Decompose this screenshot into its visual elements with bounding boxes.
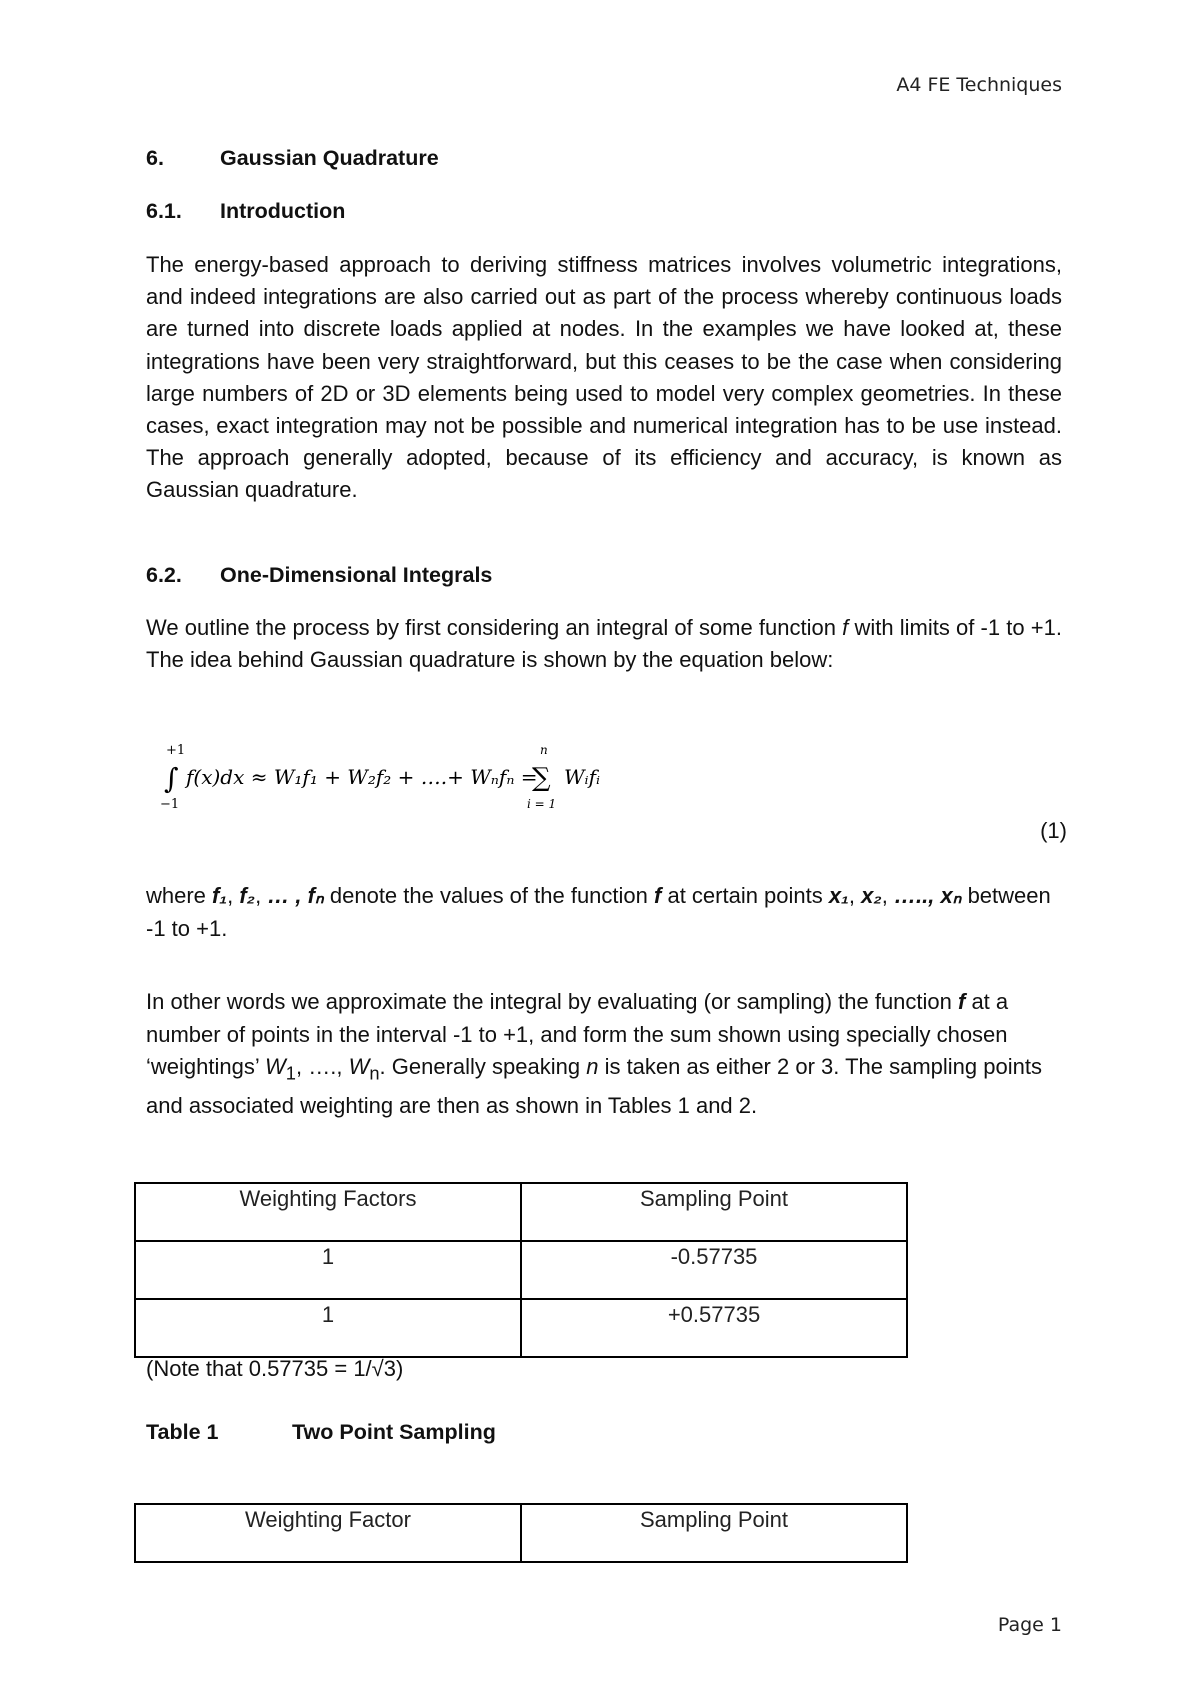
table-three-point-sampling xyxy=(134,1503,908,1563)
table-cell: 1 xyxy=(135,1299,521,1357)
x1-symbol: x₁ xyxy=(828,883,849,908)
heading-6-2 xyxy=(146,563,492,588)
heading-number: 6.2. xyxy=(146,563,182,587)
heading-number: 6. xyxy=(146,146,164,170)
sum-upper-limit: n xyxy=(540,743,548,757)
table-header-cell: Sampling Point xyxy=(521,1504,907,1562)
text: We outline the process by first considering an integral of some function xyxy=(146,615,843,640)
n-symbol: n xyxy=(586,1054,599,1079)
wn-subscript: n xyxy=(369,1062,380,1084)
x-dots: ….., xyxy=(893,883,935,908)
text: denote the values of the function xyxy=(323,883,655,908)
table-cell: +0.57735 xyxy=(521,1299,907,1357)
caption-title: Two Point Sampling xyxy=(292,1420,496,1444)
text: In other words we approximate the integral by evaluating (or sampling) the function xyxy=(146,989,958,1014)
oned-paragraph xyxy=(146,612,1062,676)
f-symbol: f xyxy=(958,989,966,1014)
x2-symbol: x₂ xyxy=(861,883,882,908)
sum-term: Wᵢfᵢ xyxy=(564,765,601,789)
table-header-row xyxy=(135,1504,907,1562)
summation-sign: ∑ xyxy=(532,763,551,793)
w1-subscript: 1 xyxy=(285,1062,296,1084)
text: at certain points xyxy=(661,883,829,908)
heading-title: Gaussian Quadrature xyxy=(220,146,439,170)
heading-6 xyxy=(146,146,439,171)
text: with limits of -1 to +1. The idea behind Gaussian quadrature is shown by the equation below: xyxy=(146,615,1063,673)
equation-number: (1) xyxy=(1040,818,1067,843)
function-symbol: f xyxy=(842,615,849,640)
table-cell: 1 xyxy=(135,1241,521,1299)
table-row xyxy=(135,1299,907,1357)
page-footer: Page 1 xyxy=(997,1614,1062,1636)
heading-title: Introduction xyxy=(220,199,346,223)
text: . Generally speaking xyxy=(379,1054,587,1079)
table-row xyxy=(135,1241,907,1299)
w1-symbol: W xyxy=(265,1054,286,1079)
text: , …., xyxy=(296,1054,349,1079)
integral-upper-limit: +1 xyxy=(166,743,186,758)
table-header-row xyxy=(135,1183,907,1241)
text: is taken as either 2 or 3. The sampling points and associated weighting are then as shown in Tables 1 and 2. xyxy=(146,1054,1042,1118)
integral-sign: ∫ xyxy=(164,762,179,795)
text: between -1 to +1. xyxy=(146,883,1051,941)
heading-title: One-Dimensional Integrals xyxy=(220,563,493,587)
table-two-point-sampling xyxy=(134,1182,908,1358)
fn-symbol: fₙ xyxy=(307,883,324,908)
caption-label: Table 1 xyxy=(146,1420,219,1444)
table-caption xyxy=(146,1420,496,1445)
heading-6-1 xyxy=(146,199,345,224)
text: where xyxy=(146,883,213,908)
integrand: f(x)dx ≈ W₁f₁ + W₂f₂ + ….+ Wₙfₙ = xyxy=(186,765,538,789)
heading-number: 6.1. xyxy=(146,199,182,223)
intro-paragraph: The energy-based approach to deriving stiffness matrices involves volumetric integrations, and indeed integrations are also carried out as part of the process whereby continuous loads are turned into discrete loads applied at nodes. In the examples we have looked at, these integrations have been very straightforward, but this ceases to be the case when considering large numbers of 2D or 3D elements being used to model very complex geometries. In these cases, exact integration may not be possible and numerical integration has to be use instead. The approach generally adopted, because of its efficiency and accuracy, is known as Gaussian quadrature. xyxy=(146,252,1062,503)
f2-symbol: f₂ xyxy=(239,883,256,908)
where-paragraph: where f₁, f₂, … , fₙ denote the values of the function f at certain points x₁, x₂, ….., xₙ between -1 to +1. xyxy=(146,883,1051,941)
sum-lower-limit: i = 1 xyxy=(527,797,557,810)
table-header-cell: Weighting Factors xyxy=(135,1183,521,1241)
table-header-cell: Weighting Factor xyxy=(135,1504,521,1562)
quadrature-equation xyxy=(160,740,660,810)
f-dots: … , xyxy=(267,883,302,908)
text: at a number of points in the interval -1 to +1, and form the sum shown using specially chosen ‘weightings’ xyxy=(146,989,1009,1079)
wn-symbol: W xyxy=(348,1054,370,1079)
table-note: (Note that 0.57735 = 1/√3) xyxy=(146,1356,404,1381)
page-header: A4 FE Techniques xyxy=(896,74,1062,96)
f-symbol: f xyxy=(654,883,662,908)
words-paragraph xyxy=(146,986,1066,1122)
table-cell: -0.57735 xyxy=(521,1241,907,1299)
f1-symbol: f₁ xyxy=(212,883,228,908)
xn-symbol: xₙ xyxy=(940,883,962,908)
table-header-cell: Sampling Point xyxy=(521,1183,907,1241)
integral-lower-limit: −1 xyxy=(160,797,180,810)
